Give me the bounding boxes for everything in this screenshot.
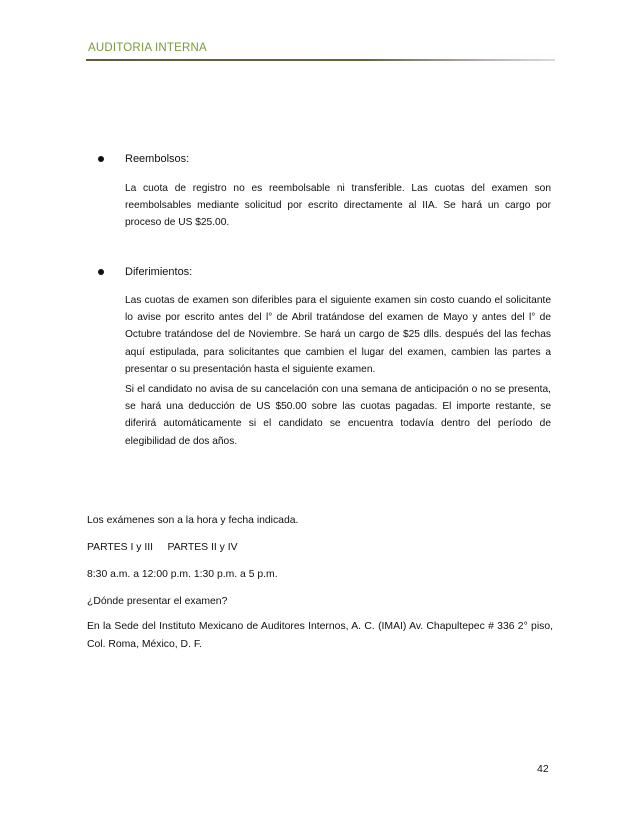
bullet-heading bbox=[98, 265, 551, 281]
running-header-title: AUDITORIA INTERNA bbox=[88, 42, 207, 54]
bullet-paragraph: La cuota de registro no es reembolsable ni transferible. Las cuotas del examen son reembolsables mediante solicitud por escrito directamente al IIA. Se hará un cargo por proceso de US $25.00. bbox=[125, 183, 551, 229]
bullet-label: Diferimientos: bbox=[125, 266, 193, 278]
bullet-paragraph: Si el candidato no avisa de su cancelación con una semana de anticipación o no se presenta, se hará una deducción de US $50.00 sobre las cuotas pagadas. El importe restante, se diferirá automáticamente si el candidato se encuentra todavía dentro del período de elegibilidad de dos años. bbox=[125, 384, 551, 447]
bullet-dot-icon bbox=[98, 156, 104, 162]
page-number: 42 bbox=[537, 763, 549, 775]
exam-parts-line: PARTES I y III PARTES II y IV bbox=[87, 542, 238, 553]
bullet-dot-icon bbox=[98, 269, 104, 275]
bullet-paragraph: Las cuotas de examen son diferibles para el siguiente examen sin costo cuando el solicitante lo avise por escrito antes del l° de Abril tratándose del examen de Mayo y antes del l° de Octubre tratándose del de Noviembre. Se hará un cargo de $25 dlls. después del las fechas aquí estipulada, para solicitantes que cambien el lugar del examen, cambien las partes a presentar o su presentación hasta el siguiente examen. bbox=[125, 295, 551, 375]
bullet-item-reembolsos bbox=[98, 152, 551, 229]
exam-time-note: Los exámenes son a la hora y fecha indicada. bbox=[87, 515, 299, 526]
bullet-item-diferimientos bbox=[98, 265, 551, 447]
exam-schedule-line: 8:30 a.m. a 12:00 p.m. 1:30 p.m. a 5 p.m. bbox=[87, 569, 278, 580]
exam-location-answer: En la Sede del Instituto Mexicano de Auditores Internos, A. C. (IMAI) Av. Chapultepec # 336 2° piso, Col. Roma, México, D. F. bbox=[87, 621, 553, 650]
exam-location-question: ¿Dónde presentar el examen? bbox=[87, 596, 228, 607]
bullet-heading bbox=[98, 152, 551, 168]
bullet-label: Reembolsos: bbox=[125, 153, 190, 165]
header-divider bbox=[86, 59, 555, 61]
